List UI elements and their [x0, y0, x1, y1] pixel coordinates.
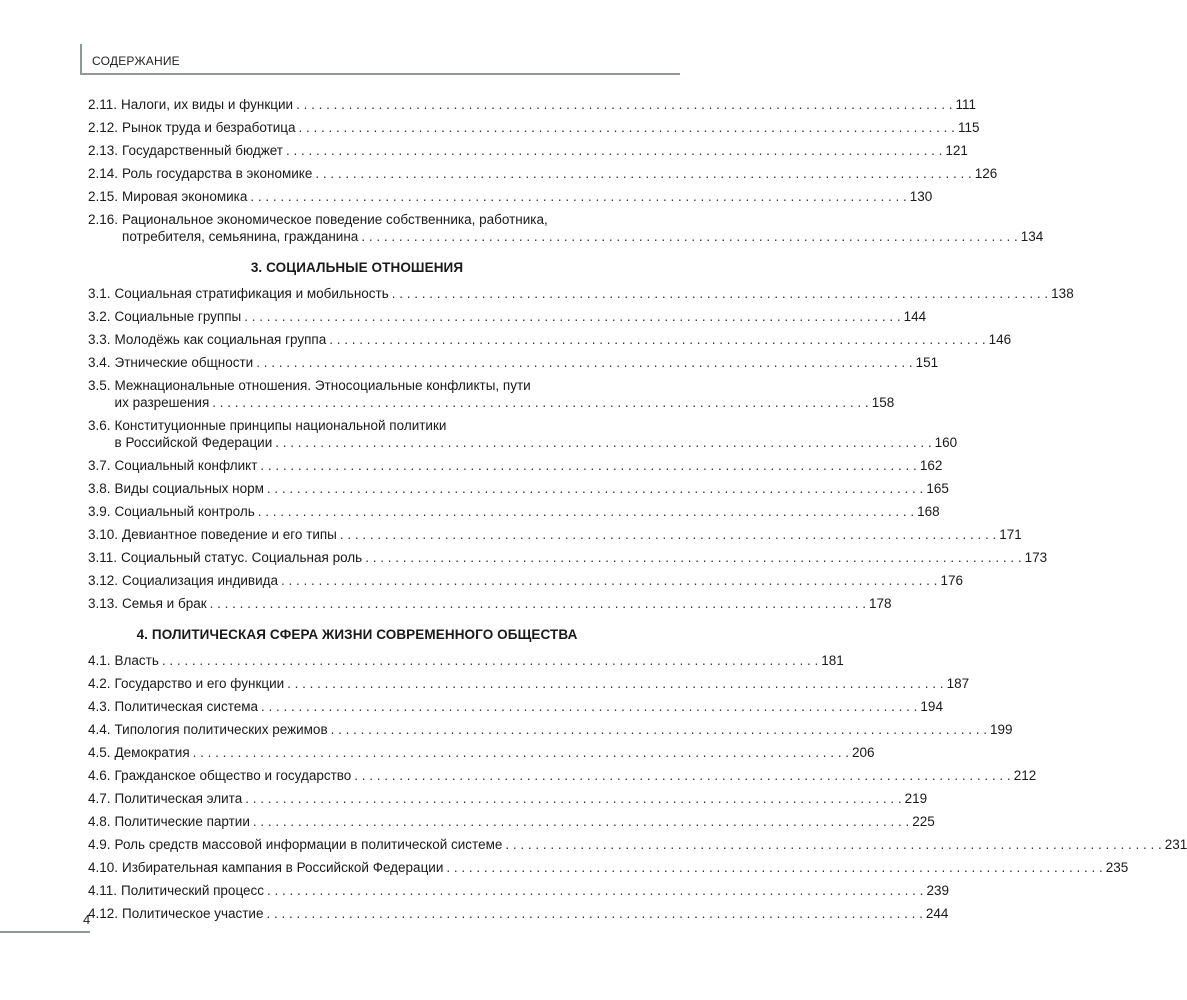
toc-entry-page: 168: [917, 504, 940, 519]
toc-entry-title: Девиантное поведение и его типы: [122, 527, 337, 542]
toc-entry-line: [115, 744, 875, 761]
toc-entry-line: [122, 119, 979, 136]
toc-entry[interactable]: [88, 308, 927, 331]
toc-entry-title: Государство и его функции: [114, 676, 285, 691]
toc-entry-title: их разрешения: [114, 395, 210, 410]
dot-leader: [275, 434, 931, 451]
toc-entry-title: Мировая экономика: [122, 189, 248, 204]
toc-entry[interactable]: [88, 417, 958, 457]
dot-leader: [296, 96, 952, 113]
toc-entry-body: [115, 721, 1013, 744]
toc-entry[interactable]: [88, 119, 980, 142]
dot-leader: [286, 142, 942, 159]
toc-entry-body: [115, 675, 970, 698]
toc-entry-body: [115, 354, 939, 377]
toc-entry-line: [121, 549, 1047, 566]
toc-entry[interactable]: [88, 354, 939, 377]
toc-entry-number: 3.9.: [88, 504, 111, 519]
toc-entry-page: 219: [904, 791, 928, 806]
toc-entry-number: 4.7.: [88, 791, 111, 806]
toc-entry-body: [115, 457, 943, 480]
toc-entry[interactable]: [88, 652, 844, 675]
toc-entry-body: [121, 882, 949, 905]
toc-entry-line: [121, 882, 949, 899]
toc-entry-title: Виды социальных норм: [114, 481, 264, 496]
toc-entry-title: потребителя, семьянина, гражданина: [122, 229, 359, 244]
toc-entry-number: 4.4.: [88, 722, 111, 737]
toc-entry-title: Демократия: [114, 745, 190, 760]
toc-entry-number: 3.7.: [88, 458, 111, 473]
toc-entry-title: Политическое участие: [122, 906, 264, 921]
toc-entry[interactable]: [88, 595, 892, 618]
dot-leader: [193, 744, 849, 761]
toc-entry-number: 2.16.: [88, 212, 119, 227]
toc-entry[interactable]: [88, 165, 998, 188]
table-of-contents: [88, 96, 1187, 928]
toc-entry-title-line: Рациональное экономическое поведение собственника, работника,: [122, 212, 548, 227]
toc-entry-title: Роль средств массовой информации в политической системе: [114, 837, 503, 852]
toc-entry-number: 4.2.: [88, 676, 111, 691]
toc-entry-title: в Российской Федерации: [114, 435, 273, 450]
toc-entry-title: Роль государства в экономике: [122, 166, 313, 181]
toc-entry[interactable]: [88, 526, 1022, 549]
toc-entry[interactable]: [88, 572, 963, 595]
toc-entry[interactable]: [88, 377, 895, 417]
toc-entry-line: [122, 572, 963, 589]
toc-entry-title: Социальный статус. Социальная роль: [121, 550, 363, 565]
toc-entry[interactable]: [88, 457, 943, 480]
dot-leader: [299, 119, 955, 136]
dot-leader: [505, 836, 1161, 853]
toc-entry-page: 171: [999, 527, 1022, 542]
dot-leader: [267, 480, 923, 497]
toc-entry-number: 3.6.: [88, 418, 111, 433]
toc-entry-title: Политическая элита: [114, 791, 243, 806]
toc-entry-line: [122, 142, 968, 159]
dot-leader: [446, 859, 1102, 876]
toc-entry-title: Политические партии: [114, 814, 250, 829]
toc-entry-body: [115, 285, 1074, 308]
toc-entry-page: 178: [869, 596, 892, 611]
toc-entry-page: 231: [1164, 837, 1187, 852]
page-number: 4: [83, 912, 91, 927]
toc-entry-title: Социализация индивида: [122, 573, 279, 588]
dot-leader: [329, 331, 985, 348]
toc-entry-page: 181: [821, 653, 844, 668]
toc-entry-number: 2.15.: [88, 189, 119, 204]
toc-entry-title: Семья и брак: [122, 596, 207, 611]
toc-entry-number: 3.3.: [88, 332, 111, 347]
toc-entry-title: Власть: [114, 653, 159, 668]
toc-entry-line: [115, 813, 935, 830]
toc-entry-number: 4.6.: [88, 768, 111, 783]
toc-entry-line: [115, 503, 940, 520]
toc-entry-title: Социальная стратификация и мобильность: [114, 286, 389, 301]
toc-entry-page: 206: [852, 745, 875, 760]
toc-entry[interactable]: [88, 859, 1129, 882]
toc-entry-page: 173: [1024, 550, 1048, 565]
toc-entry-line: [115, 434, 958, 451]
dot-leader: [210, 595, 866, 612]
toc-entry-body: [122, 859, 1128, 882]
toc-entry-body: [121, 96, 976, 119]
toc-entry-body: [115, 698, 943, 721]
toc-entry-number: 3.1.: [88, 286, 111, 301]
toc-entry-number: 4.10.: [88, 860, 119, 875]
toc-entry-title: Социальные группы: [114, 309, 242, 324]
toc-entry[interactable]: [88, 188, 933, 211]
dot-leader: [365, 549, 1021, 566]
toc-entry-page: 162: [919, 458, 943, 473]
toc-entry-body: [115, 417, 958, 457]
toc-entry-line: [115, 308, 927, 325]
dot-leader: [287, 675, 943, 692]
toc-entry-line: [122, 859, 1128, 876]
toc-entry-title: Этнические общности: [114, 355, 254, 370]
dot-leader: [245, 790, 901, 807]
dot-leader: [392, 285, 1048, 302]
toc-entry-line: [115, 285, 1074, 302]
toc-entry[interactable]: [88, 503, 940, 526]
toc-entry-body: [115, 377, 895, 417]
toc-entry-line: [115, 331, 1012, 348]
toc-entry-line: [122, 165, 997, 182]
toc-entry-title-line: Межнациональные отношения. Этносоциальные конфликты, пути: [114, 378, 531, 393]
dot-leader: [340, 526, 996, 543]
toc-entry-number: 4.3.: [88, 699, 111, 714]
toc-entry-number: 3.5.: [88, 378, 111, 393]
toc-entry[interactable]: [88, 905, 949, 928]
toc-entry-number: 4.12.: [88, 906, 119, 921]
dot-leader: [253, 813, 909, 830]
toc-entry-page: 244: [925, 906, 949, 921]
toc-entry[interactable]: [88, 721, 1013, 744]
toc-entry-page: 134: [1020, 229, 1044, 244]
toc-entry-number: 4.1.: [88, 653, 111, 668]
toc-entry-line: [122, 526, 1022, 543]
toc-entry-title: Государственный бюджет: [122, 143, 283, 158]
toc-entry-title: Налоги, их виды и функции: [121, 97, 294, 112]
toc-entry-line: [115, 675, 970, 692]
toc-entry-page: 151: [915, 355, 939, 370]
dot-leader: [212, 394, 868, 411]
toc-entry-body: [121, 549, 1047, 572]
toc-entry-line: [121, 96, 976, 113]
toc-entry-line: [115, 767, 1037, 784]
toc-entry-page: 130: [909, 189, 933, 204]
toc-entry-line: [122, 188, 932, 205]
dot-leader: [331, 721, 987, 738]
dot-leader: [267, 882, 923, 899]
toc-entry-number: 2.12.: [88, 120, 119, 135]
toc-entry-page: 187: [946, 676, 970, 691]
toc-entry[interactable]: [88, 331, 1012, 354]
toc-entry-page: 225: [912, 814, 935, 829]
toc-entry-number: 3.11.: [88, 550, 118, 565]
toc-entry-page: 194: [920, 699, 943, 714]
toc-entry-number: 4.8.: [88, 814, 111, 829]
toc-entry-page: 199: [990, 722, 1013, 737]
toc-entry-body: [122, 119, 979, 142]
toc-entry[interactable]: [88, 549, 1048, 572]
toc-entry-line: [115, 480, 949, 497]
toc-entry-line: [115, 652, 844, 669]
toc-entry-body: [122, 165, 997, 188]
toc-entry-page: 121: [945, 143, 968, 158]
toc-entry-line: [115, 836, 1187, 853]
toc-entry-page: 115: [957, 120, 980, 135]
dot-leader: [250, 188, 906, 205]
toc-entry-line: [115, 790, 928, 807]
toc-entry-body: [122, 188, 932, 211]
toc-entry-body: [122, 595, 892, 618]
toc-entry-body: [115, 744, 875, 767]
toc-entry-number: 3.12.: [88, 573, 119, 588]
toc-entry-number: 2.14.: [88, 166, 119, 181]
toc-entry-page: 144: [903, 309, 927, 324]
toc-entry-title: Политический процесс: [121, 883, 265, 898]
toc-entry-line: [115, 394, 895, 411]
toc-entry-body: [115, 308, 927, 331]
header-bracket: [80, 44, 88, 75]
toc-entry-number: 3.10.: [88, 527, 119, 542]
toc-entry-title: Социальный конфликт: [114, 458, 258, 473]
toc-entry-line: [115, 457, 943, 474]
toc-entry-body: [122, 572, 963, 595]
header-rule: [80, 73, 680, 75]
toc-entry-line: [115, 698, 943, 715]
toc-entry-number: 4.5.: [88, 745, 111, 760]
section-title: 4. ПОЛИТИЧЕСКАЯ СФЕРА ЖИЗНИ СОВРЕМЕННОГО ОБЩЕСТВА: [136, 627, 578, 642]
toc-entry-number: 4.9.: [88, 837, 111, 852]
toc-entry-body: [115, 790, 928, 813]
dot-leader: [315, 165, 971, 182]
dot-leader: [354, 767, 1010, 784]
dot-leader: [261, 698, 917, 715]
toc-entry[interactable]: [88, 211, 1044, 251]
toc-entry-title: Политическая система: [114, 699, 259, 714]
toc-entry[interactable]: [88, 813, 935, 836]
toc-entry-body: [122, 142, 968, 165]
toc-entry-page: 165: [926, 481, 949, 496]
toc-entry-body: [115, 331, 1012, 354]
toc-entry-body: [115, 503, 940, 526]
toc-entry-number: 3.8.: [88, 481, 111, 496]
page-header-title: СОДЕРЖАНИЕ: [92, 54, 180, 68]
toc-entry-body: [122, 211, 1043, 251]
dot-leader: [260, 457, 916, 474]
toc-entry-body: [115, 767, 1037, 790]
toc-entry-page: 176: [940, 573, 963, 588]
toc-entry[interactable]: [88, 767, 1037, 790]
toc-entry-page: 212: [1013, 768, 1037, 783]
toc-entry-body: [115, 836, 1187, 859]
toc-entry[interactable]: [88, 744, 875, 767]
toc-entry[interactable]: [88, 96, 976, 119]
toc-entry-body: [122, 905, 948, 928]
dot-leader: [258, 503, 914, 520]
toc-entry-page: 239: [926, 883, 949, 898]
toc-entry[interactable]: [88, 675, 970, 698]
toc-entry-title: Гражданское общество и государство: [114, 768, 352, 783]
toc-entry[interactable]: [88, 836, 1187, 859]
toc-entry-page: 111: [955, 97, 976, 112]
dot-leader: [266, 905, 922, 922]
toc-entry-page: 126: [974, 166, 998, 181]
toc-entry-line: [115, 354, 939, 371]
toc-entry-line: [122, 228, 1043, 245]
toc-entry-body: [115, 652, 844, 675]
toc-entry-page: 160: [934, 435, 958, 450]
footer-rule: [0, 931, 90, 933]
toc-entry[interactable]: [88, 285, 1074, 308]
dot-leader: [244, 308, 900, 325]
toc-entry-number: 2.11.: [88, 97, 118, 112]
toc-entry[interactable]: [88, 480, 949, 503]
toc-entry[interactable]: [88, 142, 968, 165]
dot-leader: [281, 572, 937, 589]
toc-entry[interactable]: [88, 698, 943, 721]
toc-entry-title: Избирательная кампания в Российской Федерации: [122, 860, 444, 875]
toc-entry-page: 235: [1105, 860, 1129, 875]
toc-entry-line: [122, 595, 892, 612]
toc-entry-title: Рынок труда и безработица: [122, 120, 296, 135]
dot-leader: [256, 354, 912, 371]
toc-entry-body: [115, 813, 935, 836]
toc-entry-body: [115, 480, 949, 503]
section-title: 3. СОЦИАЛЬНЫЕ ОТНОШЕНИЯ: [250, 260, 464, 275]
toc-entry[interactable]: [88, 882, 949, 905]
toc-entry-number: 3.2.: [88, 309, 111, 324]
toc-entry-number: 2.13.: [88, 143, 119, 158]
toc-entry-page: 158: [871, 395, 895, 410]
toc-entry-body: [122, 526, 1022, 549]
toc-entry-line: [122, 905, 948, 922]
toc-entry-line: [115, 721, 1013, 738]
toc-entry-page: 146: [988, 332, 1012, 347]
toc-entry-title: Социальный контроль: [114, 504, 255, 519]
toc-entry-page: 138: [1051, 286, 1074, 301]
toc-entry[interactable]: [88, 790, 928, 813]
toc-entry-title: Типология политических режимов: [114, 722, 328, 737]
toc-entry-title: Молодёжь как социальная группа: [114, 332, 327, 347]
dot-leader: [361, 228, 1017, 245]
toc-entry-number: 4.11.: [88, 883, 118, 898]
dot-leader: [162, 652, 818, 669]
toc-entry-number: 3.13.: [88, 596, 119, 611]
toc-entry-title-line: Конституционные принципы национальной политики: [114, 418, 447, 433]
toc-entry-number: 3.4.: [88, 355, 111, 370]
